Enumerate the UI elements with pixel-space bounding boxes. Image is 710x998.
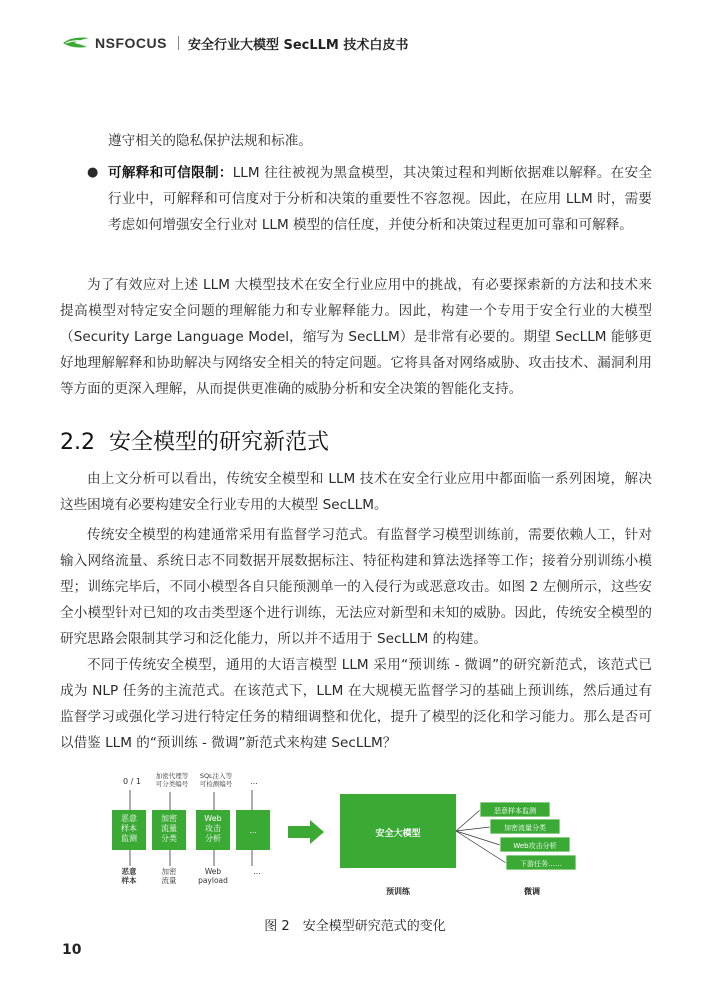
small-model-label-1: 恶意样本监测: [121, 814, 137, 843]
small-model-label-3: Web 攻击分析: [204, 814, 222, 843]
top-label-4: ...: [250, 777, 258, 786]
task-label-4: 下游任务……: [520, 860, 562, 868]
up-arrows: [130, 790, 252, 866]
task-label-3: Web攻击分析: [513, 842, 557, 850]
bullet-term: 可解释和可信限制：: [108, 165, 233, 181]
small-model-label-2: 加密流量分类: [161, 814, 177, 843]
label-pretrain: 预训练: [386, 887, 410, 896]
task-label-1: 恶意样本监测: [494, 807, 536, 815]
figure-caption: 图 2 安全模型研究范式的变化: [264, 919, 446, 934]
bullet-item-explainability: [87, 160, 652, 238]
section-number: 2.2: [60, 430, 95, 455]
big-box-label: 安全大模型: [375, 829, 421, 839]
top-label-2: 加密代理等可分类编号: [155, 772, 189, 788]
paragraph-3: 传统安全模型的构建通常采用有监督学习范式。有监督学习模型训练前，需要依赖人工，针对输入网络流量、系统日志不同数据开展数据标注、特征构建和算法选择等工作；接着分别训练小模型；训练完毕后，不同小模型各自只能预测单一的入侵行为或恶意攻击。如图 2 左侧所示，这些安全小模型针对已知的攻击类型逐个进行训练，无法应对新型和未知的威胁。因此，传统安全模型的研究思路会限制其学习和泛化能力，所以并不适用于 SecLLM 的构建。: [60, 527, 652, 647]
input-label-4: ...: [253, 867, 261, 876]
nsfocus-logo: [62, 35, 167, 51]
page-number: 10: [62, 942, 82, 958]
figure-svg: [110, 770, 600, 910]
top-label-3: SQL注入等可检测编号: [199, 772, 233, 788]
fanout-lines: [456, 810, 506, 863]
input-label-3: Web payload: [198, 867, 228, 885]
section-title: 安全模型的研究新范式: [109, 430, 330, 455]
header-divider: [178, 36, 179, 50]
figure-2-diagram: [110, 770, 600, 910]
paragraph-4: 不同于传统安全模型，通用的大语言模型 LLM 采用“预训练 - 微调”的研究新范式，该范式已成为 NLP 任务的主流范式。在该范式下，LLM 在大规模无监督学习的基础上预训练，然后通过有监督学习或强化学习进行特定任务的精细调整和优化，提升了模型的泛化和学习能力。那么是否可以借鉴 LLM 的“预训练 - 微调”新范式来构建 SecLLM？: [60, 657, 652, 751]
label-finetune: 微调: [524, 887, 540, 896]
paragraph-2: 由上文分析可以看出，传统安全模型和 LLM 技术在安全行业应用中都面临一系列困境，解决这些困境有必要构建安全行业专用的大模型 SecLLM。: [60, 471, 652, 513]
input-label-1: 恶意样本: [121, 867, 137, 885]
input-label-2: 加密流量: [161, 867, 177, 885]
continuation-line: 遵守相关的隐私保护法规和标准。: [108, 133, 312, 149]
task-label-2: 加密流量分类: [504, 824, 546, 832]
bullet-dot-icon: ●: [87, 165, 99, 180]
bullet-body: LLM 往往被视为黑盒模型，其决策过程和判断依据难以解释。在安全行业中，可解释和可信度对于分析和决策的重要性不容忽视。因此，在应用 LLM 时，需要考虑如何增强安全行业对 LLM 模型的信任度，并使分析和决策过程更加可靠和可解释。: [108, 165, 652, 233]
small-model-label-4: ...: [249, 826, 257, 835]
bullet-text: [108, 160, 652, 238]
top-label-1: 0 / 1: [123, 777, 141, 786]
page-header: [62, 30, 408, 56]
section-heading: [60, 428, 329, 458]
document-title: 安全行业大模型 SecLLM 技术白皮书: [187, 37, 409, 53]
logo-wings-icon: [62, 35, 92, 51]
logo-text: NSFOCUS: [95, 35, 167, 51]
big-arrow-icon: [288, 820, 324, 844]
paragraph-1: 为了有效应对上述 LLM 大模型技术在安全行业应用中的挑战，有必要探索新的方法和技术来提高模型对特定安全问题的理解能力和专业解释能力。因此，构建一个专用于安全行业的大模型（Security Large Language Model，缩写为 SecLLM）是非常有必要的。期望 SecLLM 能够更好地理解解释和协助解决与网络安全相关的特定问题。它将具备对网络威胁、攻击技术、漏洞利用等方面的更深入理解，从而提供更准确的威胁分析和安全决策的智能化支持。: [60, 277, 652, 397]
